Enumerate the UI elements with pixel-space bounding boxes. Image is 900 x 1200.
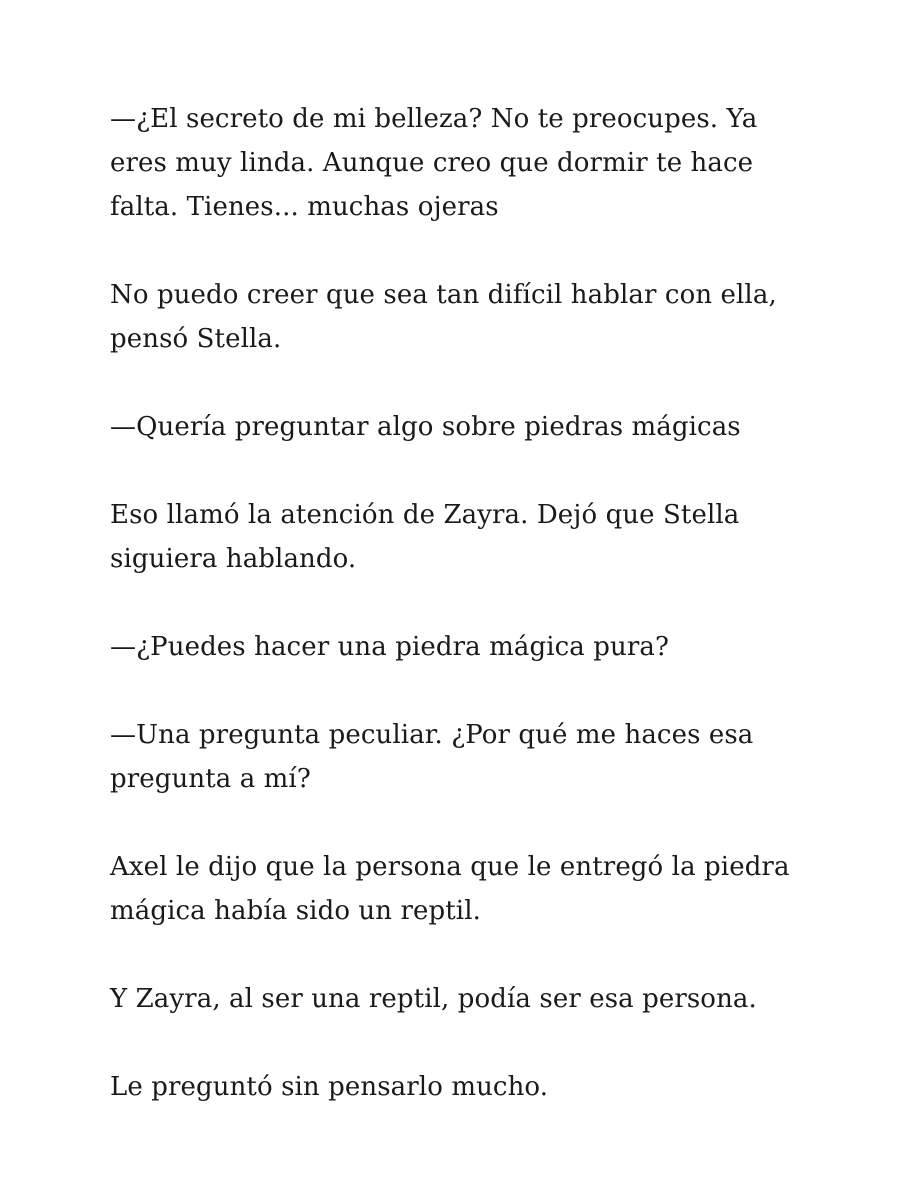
paragraph: —Una pregunta peculiar. ¿Por qué me haces esa pregunta a mí? bbox=[110, 720, 754, 794]
paragraph: Y Zayra, al ser una reptil, podía ser esa persona. bbox=[110, 984, 757, 1014]
paragraph: Axel le dijo que la persona que le entregó la piedra mágica había sido un reptil. bbox=[110, 852, 790, 926]
paragraph: Eso llamó la atención de Zayra. Dejó que Stella siguiera hablando. bbox=[110, 500, 740, 574]
paragraph: Le preguntó sin pensarlo mucho. bbox=[110, 1072, 549, 1102]
paragraph: —Quería preguntar algo sobre piedras mágicas bbox=[110, 412, 741, 442]
paragraph: —¿El secreto de mi belleza? No te preocupes. Ya eres muy linda. Aunque creo que dormir te hace falta. Tienes... muchas ojeras bbox=[110, 104, 758, 222]
paragraph: —¿Puedes hacer una piedra mágica pura? bbox=[110, 632, 670, 662]
page-text bbox=[110, 97, 810, 1109]
paragraph: No puedo creer que sea tan difícil hablar con ella, pensó Stella. bbox=[110, 280, 777, 354]
